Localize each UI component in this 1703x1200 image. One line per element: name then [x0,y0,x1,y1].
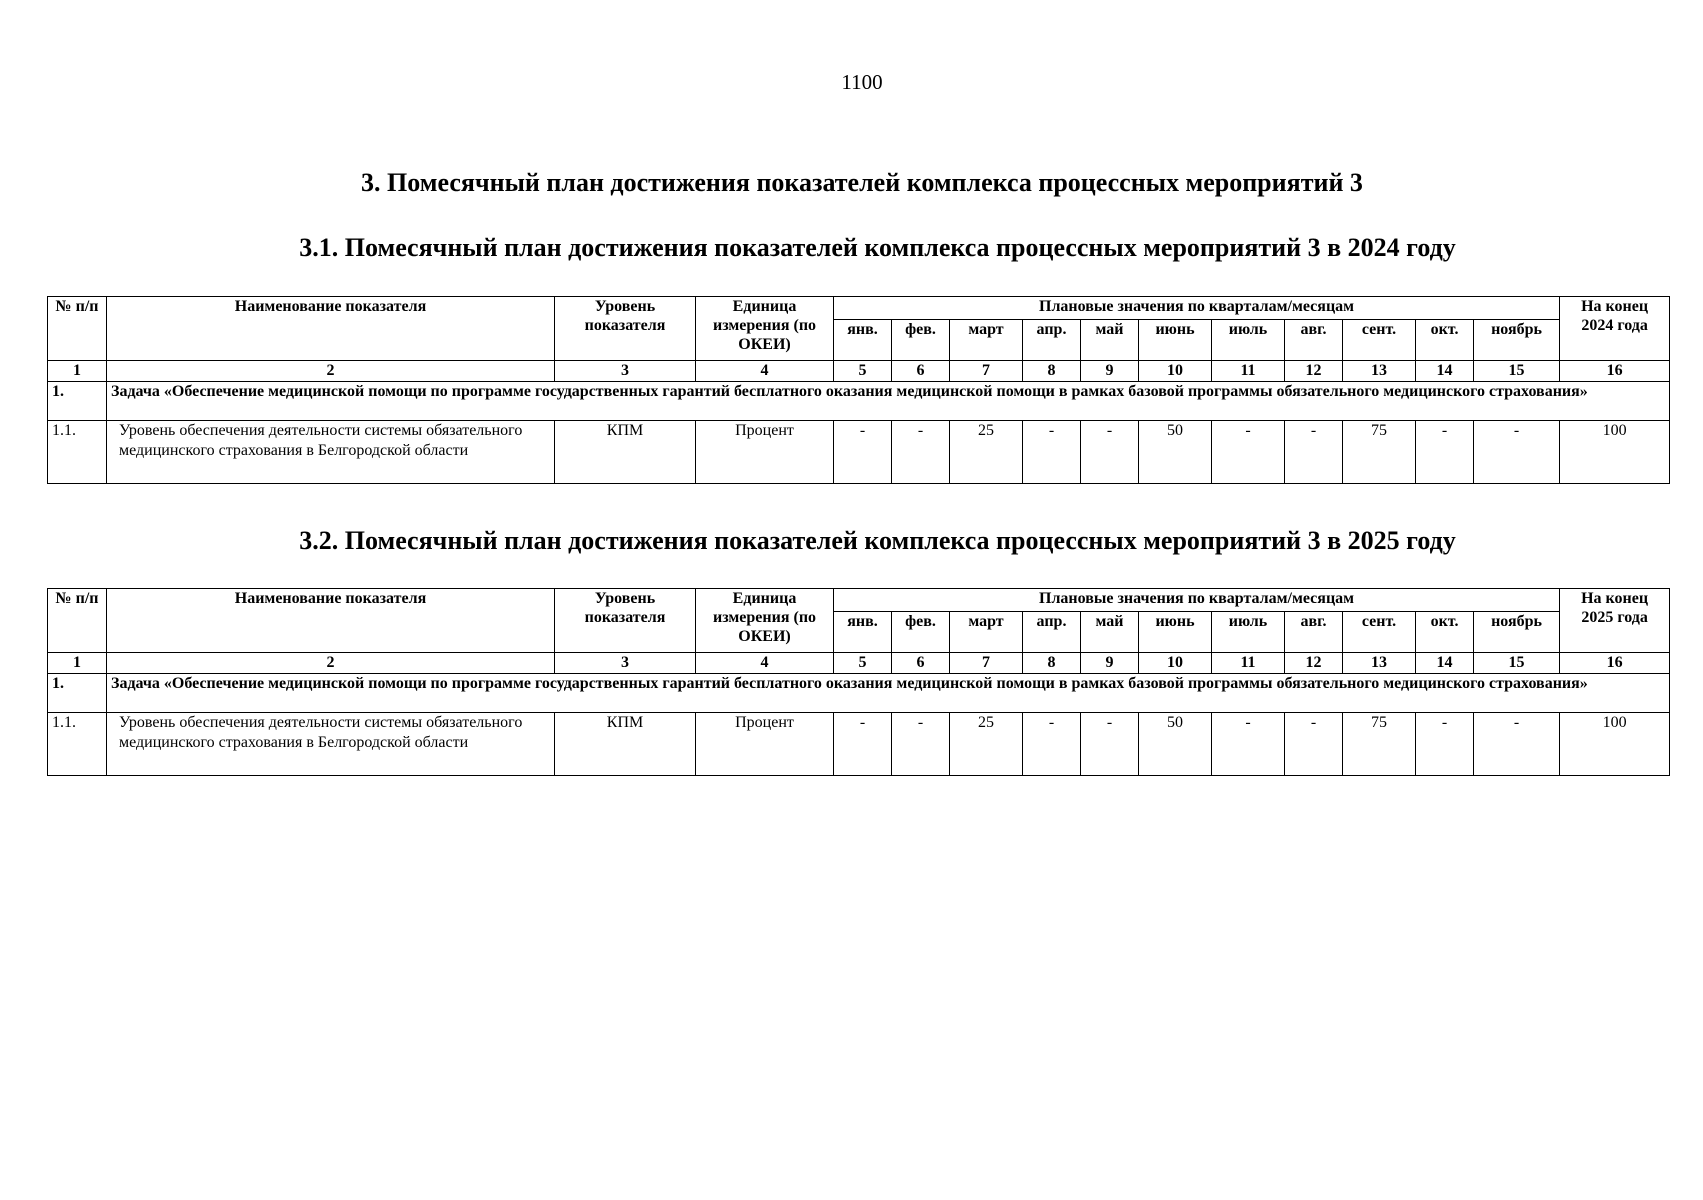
column-number: 1 [48,653,107,674]
table-row [48,713,1670,776]
table-row [48,421,1670,484]
indicator-unit: Процент [696,421,834,484]
column-number: 2 [107,361,555,382]
column-number: 3 [555,361,696,382]
header-month: июнь [1139,612,1212,653]
month-value: 75 [1343,421,1416,484]
indicator-level: КПМ [555,713,696,776]
month-value: 50 [1139,421,1212,484]
column-number: 15 [1474,361,1560,382]
section-heading: 3. Помесячный план достижения показателей комплекса процессных мероприятий 3 [361,168,1363,197]
end-value: 100 [1560,713,1670,776]
header-unit: Единица измерения (по ОКЕИ) [696,589,834,653]
column-number: 7 [950,361,1023,382]
column-number: 8 [1023,361,1081,382]
header-end: На конец 2025 года [1560,589,1670,653]
column-number: 11 [1212,361,1285,382]
column-number: 13 [1343,653,1416,674]
column-number: 5 [834,361,892,382]
header-name: Наименование показателя [107,589,555,653]
header-month: июнь [1139,320,1212,361]
header-planned: Плановые значения по кварталам/месяцам [834,297,1560,320]
month-value: - [1081,713,1139,776]
month-value: - [1081,421,1139,484]
table-2024-heading: 3.1. Помесячный план достижения показателей комплекса процессных мероприятий 3 в 2024 году [299,233,1456,262]
month-value: - [1023,421,1081,484]
header-month: март [950,612,1023,653]
header-level: Уровень показателя [555,589,696,653]
header-planned: Плановые значения по кварталам/месяцам [834,589,1560,612]
column-number: 12 [1285,361,1343,382]
header-month: июль [1212,612,1285,653]
row-number: 1.1. [48,421,107,484]
header-month: окт. [1416,320,1474,361]
month-value: - [834,421,892,484]
header-month: апр. [1023,612,1081,653]
header-month: авг. [1285,320,1343,361]
plan-table-2024 [47,296,1670,484]
column-number: 10 [1139,653,1212,674]
header-month: май [1081,320,1139,361]
header-name: Наименование показателя [107,297,555,361]
column-number: 15 [1474,653,1560,674]
header-month: май [1081,612,1139,653]
column-number: 13 [1343,361,1416,382]
header-month: янв. [834,612,892,653]
header-month: март [950,320,1023,361]
column-number: 8 [1023,653,1081,674]
indicator-name: Уровень обеспечения деятельности системы обязательного медицинского страхования в Белгородской области [107,421,555,484]
month-value: - [1285,421,1343,484]
column-number: 12 [1285,653,1343,674]
page-number: 1100 [841,70,883,94]
header-month: авг. [1285,612,1343,653]
task-text: Задача «Обеспечение медицинской помощи по программе государственных гарантий бесплатного оказания медицинской помощи в рамках базовой программы обязательного медицинского страхования» [107,674,1670,713]
indicator-name: Уровень обеспечения деятельности системы обязательного медицинского страхования в Белгородской области [107,713,555,776]
header-month: фев. [892,320,950,361]
table-2025-heading: 3.2. Помесячный план достижения показателей комплекса процессных мероприятий 3 в 2025 году [299,526,1456,555]
column-number: 3 [555,653,696,674]
month-value: - [892,713,950,776]
month-value: - [1212,713,1285,776]
header-month: окт. [1416,612,1474,653]
header-month: сент. [1343,320,1416,361]
column-number: 7 [950,653,1023,674]
column-number: 4 [696,653,834,674]
column-number: 6 [892,653,950,674]
column-number: 16 [1560,653,1670,674]
month-value: 50 [1139,713,1212,776]
task-text: Задача «Обеспечение медицинской помощи по программе государственных гарантий бесплатного оказания медицинской помощи в рамках базовой программы обязательного медицинского страхования» [107,382,1670,421]
column-number: 11 [1212,653,1285,674]
column-number: 16 [1560,361,1670,382]
month-value: - [892,421,950,484]
column-number: 2 [107,653,555,674]
header-month: янв. [834,320,892,361]
column-number: 9 [1081,361,1139,382]
header-num: № п/п [48,589,107,653]
month-value: - [1474,713,1560,776]
header-unit: Единица измерения (по ОКЕИ) [696,297,834,361]
month-value: - [1416,713,1474,776]
month-value: - [1474,421,1560,484]
plan-table-2025 [47,588,1670,776]
header-month: сент. [1343,612,1416,653]
month-value: 25 [950,421,1023,484]
header-month: ноябрь [1474,612,1560,653]
column-number: 5 [834,653,892,674]
month-value: 25 [950,713,1023,776]
column-number: 14 [1416,361,1474,382]
header-month: фев. [892,612,950,653]
header-month: апр. [1023,320,1081,361]
column-number: 4 [696,361,834,382]
header-month: ноябрь [1474,320,1560,361]
month-value: - [1285,713,1343,776]
month-value: 75 [1343,713,1416,776]
month-value: - [834,713,892,776]
indicator-unit: Процент [696,713,834,776]
month-value: - [1212,421,1285,484]
column-number: 9 [1081,653,1139,674]
column-number: 14 [1416,653,1474,674]
month-value: - [1023,713,1081,776]
end-value: 100 [1560,421,1670,484]
header-num: № п/п [48,297,107,361]
column-number: 6 [892,361,950,382]
row-number: 1.1. [48,713,107,776]
column-number: 10 [1139,361,1212,382]
task-number: 1. [48,382,107,421]
header-month: июль [1212,320,1285,361]
header-level: Уровень показателя [555,297,696,361]
column-number: 1 [48,361,107,382]
month-value: - [1416,421,1474,484]
task-number: 1. [48,674,107,713]
header-end: На конец 2024 года [1560,297,1670,361]
indicator-level: КПМ [555,421,696,484]
